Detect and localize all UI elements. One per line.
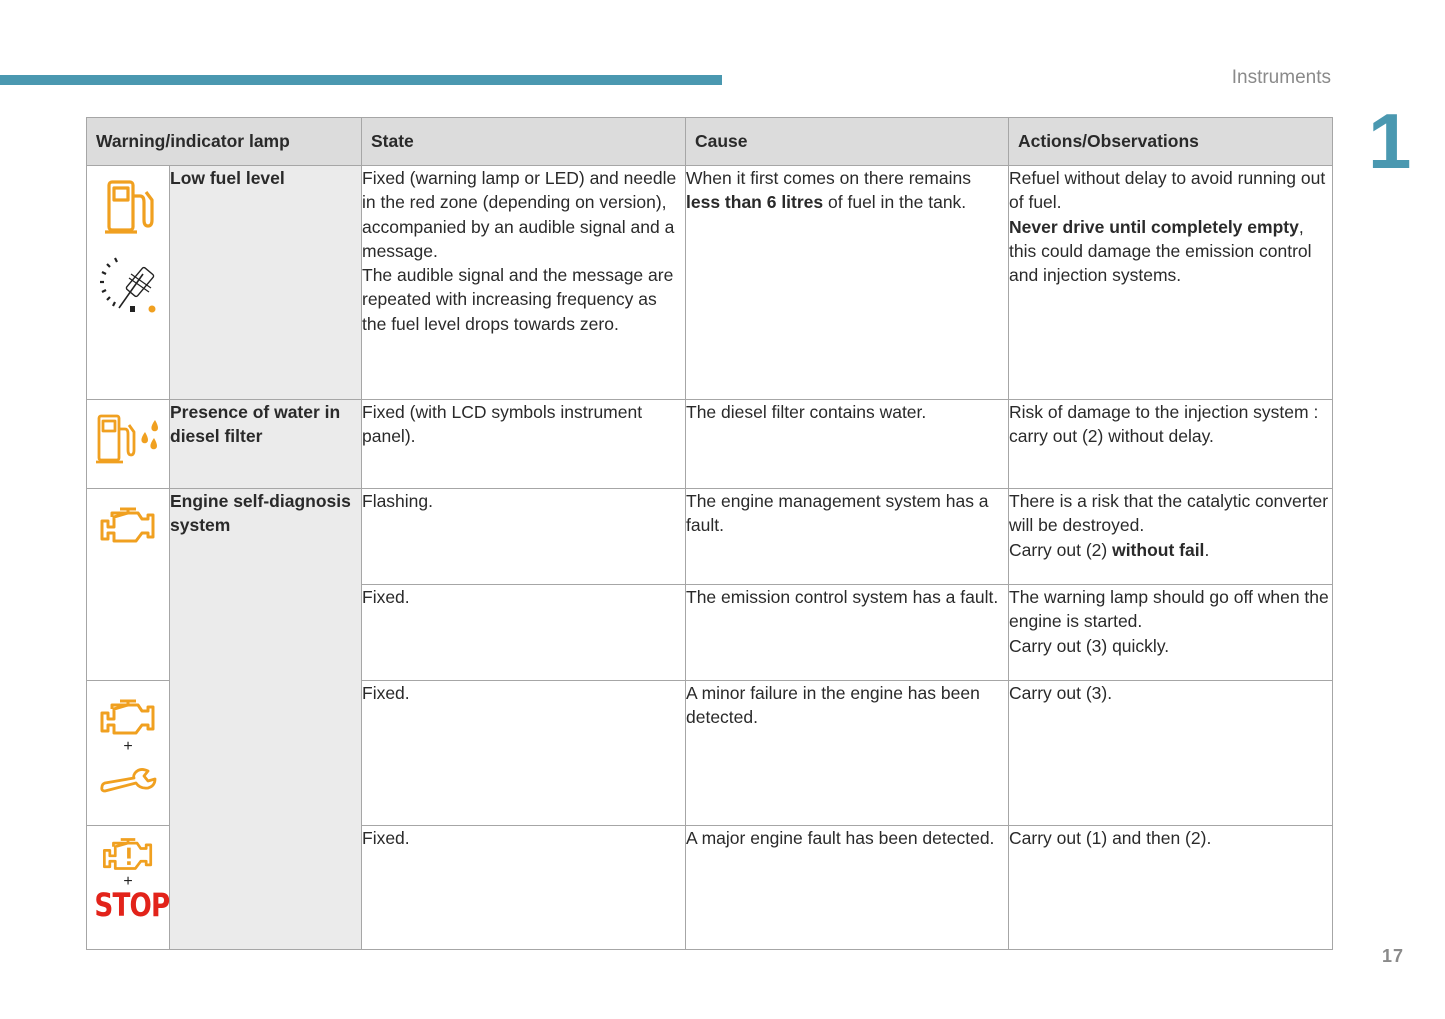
action-cell: Carry out (1) and then (2). <box>1009 826 1333 950</box>
icon-cell <box>87 826 170 950</box>
state-cell: Fixed. <box>362 681 686 826</box>
action-cell: The warning lamp should go off when the engine is started. Carry out (3) quickly. <box>1009 585 1333 681</box>
lamp-name: Engine self-diagnosis system <box>170 489 362 950</box>
header-lamp: Warning/indicator lamp <box>87 118 362 166</box>
icon-cell <box>87 681 170 826</box>
header-actions: Actions/Observations <box>1009 118 1333 166</box>
engine-alert-icon <box>102 834 154 874</box>
state-cell: Fixed (with LCD symbols instrument panel). <box>362 400 686 489</box>
cause-text: When it first comes on there remains <box>686 168 971 188</box>
action-cell: Risk of damage to the injection system : carry out (2) without delay. <box>1009 400 1333 489</box>
engine-icon <box>100 695 156 739</box>
cause-cell: The diesel filter contains water. <box>686 400 1009 489</box>
lamp-name: Presence of water in diesel filter <box>170 400 362 489</box>
icon-cell <box>87 489 170 681</box>
header-state: State <box>362 118 686 166</box>
stop-warning-label: STOP <box>94 886 170 924</box>
action-cell: Carry out (3). <box>1009 681 1333 826</box>
header-cause: Cause <box>686 118 1009 166</box>
water-in-diesel-icon <box>95 412 161 468</box>
engine-icon <box>100 503 156 547</box>
table-row <box>87 489 1333 585</box>
state-cell: Flashing. <box>362 489 686 585</box>
cause-text-end: of fuel in the tank. <box>823 192 967 213</box>
action-text-end: . <box>1204 539 1210 560</box>
table-row <box>87 400 1333 489</box>
plus-sign: + <box>123 738 133 755</box>
cause-emphasis: less than 6 litres <box>686 192 824 213</box>
table-row <box>87 166 1333 400</box>
cause-cell: A minor failure in the engine has been detected. <box>686 681 1009 826</box>
action-cell <box>1009 489 1333 585</box>
plus-sign: + <box>123 873 133 890</box>
cause-cell: A major engine fault has been detected. <box>686 826 1009 950</box>
action-cell <box>1009 166 1333 400</box>
section-title: Instruments <box>1231 67 1331 88</box>
header-accent-bar <box>0 75 722 85</box>
icon-cell <box>87 166 170 400</box>
page-number: 17 <box>1382 946 1405 966</box>
chapter-number: 1 <box>1368 97 1412 185</box>
icon-cell <box>87 400 170 489</box>
state-cell: Fixed. <box>362 826 686 950</box>
warning-lamps-table <box>86 117 1333 950</box>
cause-cell: The emission control system has a fault. <box>686 585 1009 681</box>
fuel-gauge-icon <box>93 254 163 320</box>
cause-cell <box>686 166 1009 400</box>
fuel-pump-icon <box>100 176 156 240</box>
table-header-row <box>87 118 1333 166</box>
state-text: Fixed (warning lamp or LED) and needle in the red zone (depending on version), accompanied by an audible signal and a message. The audible signal and the message are repeated with increasing frequency as the fuel level drops towards zero. <box>362 168 677 334</box>
wrench-icon <box>98 761 158 795</box>
action-text: There is a risk that the catalytic converter will be destroyed. Carry out (2) <box>1009 491 1329 560</box>
action-text-end: , this could damage the emission control and injection systems. <box>1009 216 1312 286</box>
cause-cell: The engine management system has a fault. <box>686 489 1009 585</box>
lamp-name: Low fuel level <box>170 166 362 400</box>
action-text: Refuel without delay to avoid running out of fuel. <box>1009 168 1326 213</box>
state-cell: Fixed. <box>362 585 686 681</box>
state-cell <box>362 166 686 400</box>
action-emphasis: Never drive until completely empty <box>1009 216 1299 237</box>
action-emphasis: without fail <box>1112 539 1205 560</box>
